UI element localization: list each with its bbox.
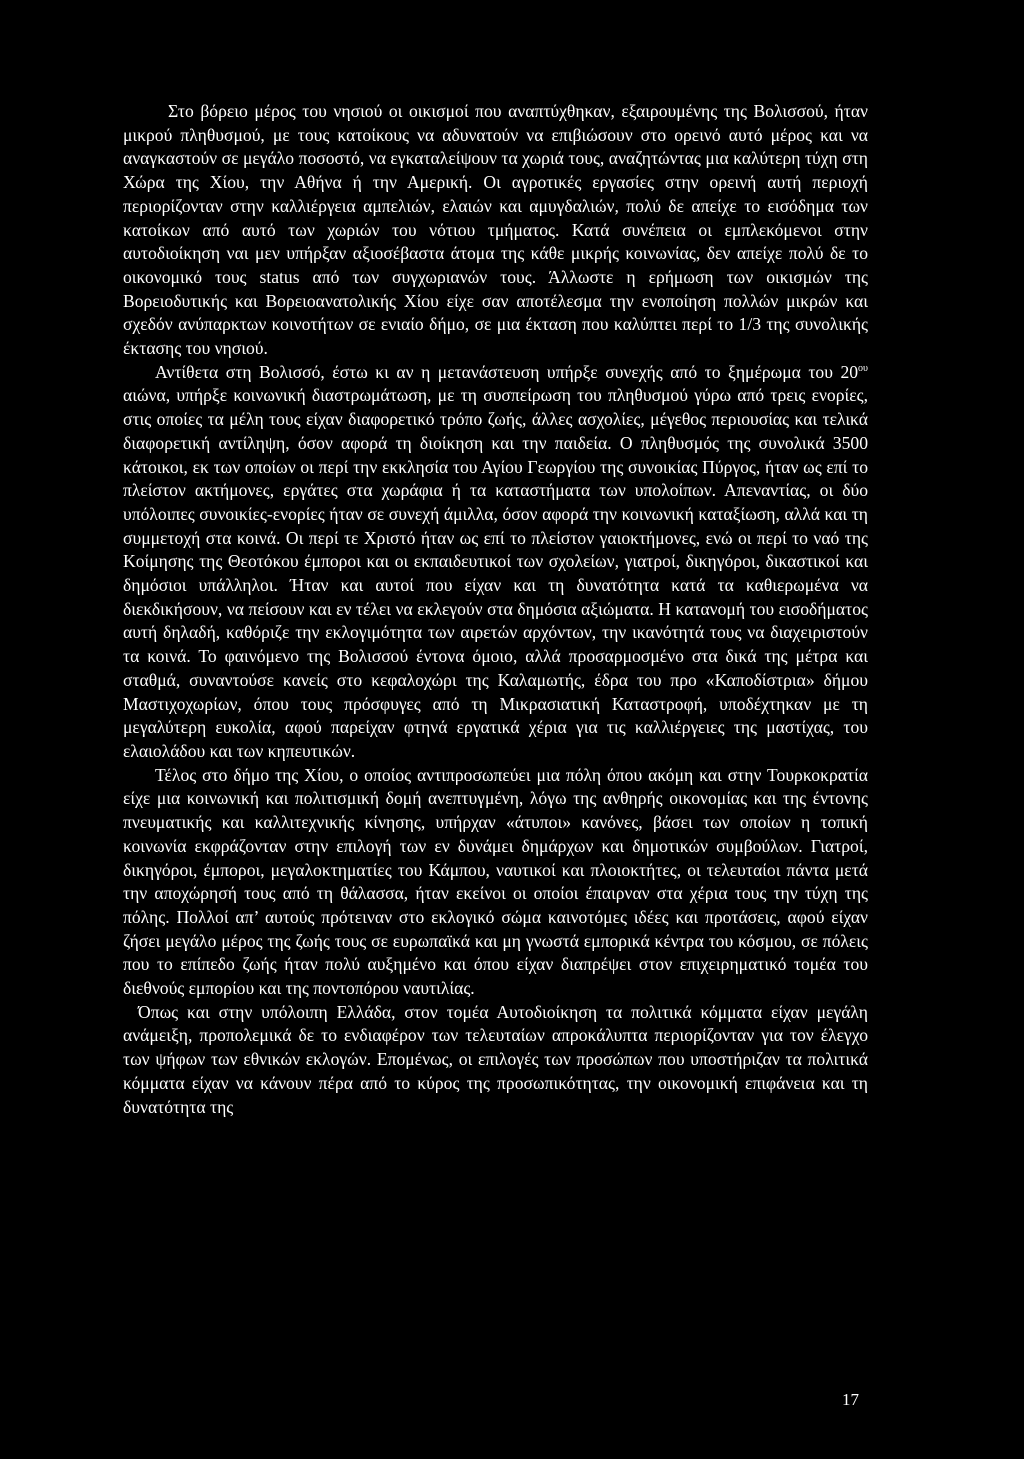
document-page: [123, 100, 868, 1119]
paragraph-chios-municipality: Τέλος στο δήμο της Χίου, ο οποίος αντιπροσωπεύει μια πόλη όπου ακόμη και στην Τουρκοκρατία είχε μια κοινωνική και πολιτισμική δομή ανεπτυγμένη, λόγω της ανθηρής οικονομίας και της έντονης πνευματικής και καλλιτεχνικής κίνησης, υπήρχαν «άτυποι» κανόνες, βάσει των οποίων η τοπική κοινωνία εκφράζονταν στην επιλογή των εν δυνάμει δημάρχων και δημοτικών συμβούλων. Γιατροί, δικηγόροι, έμποροι, μεγαλοκτηματίες του Κάμπου, ναυτικοί και πλοιοκτήτες, οι τελευταίοι πάντα μετά την αποχώρησή τους από τη θάλασσα, ήταν εκείνοι οι οποίοι έπαιρναν στα χέρια τους την τύχη της πόλης. Πολλοί απ’ αυτούς πρότειναν στο εκλογικό σώμα καινοτόμες ιδέες και προτάσεις, αφού είχαν ζήσει μεγάλο μέρος της ζωής τους σε ευρωπαϊκά και μη γνωστά εμπορικά κέντρα του κόσμου, σε πόλεις που το επίπεδο ζωής ήταν πολύ αυξημένο και όπου είχαν διαπρέψει στον επιχειρηματικό τομέα του διεθνούς εμπορίου και της ποντοπόρου ναυτιλίας.: [123, 764, 868, 999]
ordinal-superscript: ου: [858, 362, 868, 374]
volissos-text-start: Αντίθετα στη Βολισσό, έστω κι αν η μετανάστευση υπήρξε συνεχής από το ξημέρωμα του 20: [155, 361, 859, 382]
paragraph-northern-villages: Στο βόρειο μέρος του νησιού οι οικισμοί που αναπτύχθηκαν, εξαιρουμένης της Βολισσού, ήταν μικρού πληθυσμού, με τους κατοίκους να αδυνατούν να επιβιώσουν στο ορεινό αυτό μέρος και να αναγκαστούν σε μεγάλο ποσοστό, να εγκαταλείψουν τα χωριά τους, αναζητώντας μια καλύτερη τύχη στη Χώρα της Χίου, την Αθήνα ή την Αμερική. Οι αγροτικές εργασίες στην ορεινή αυτή περιοχή περιορίζονταν στην καλλιέργεια αμπελιών, ελαιών και αμυγδαλιών, πολύ δε απείχε το εισόδημα των κατοίκων από αυτό των χωριών του νότιου τμήματος. Κατά συνέπεια οι εμπλεκόμενοι στην αυτοδιοίκηση ναι μεν υπήρξαν αξιοσέβαστα άτομα της κάθε μικρής κοινωνίας, δεν απείχε πολύ δε το οικονομικό τους status από των συγχωριανών τους. Άλλωστε η ερήμωση των οικισμών της Βορειοδυτικής και Βορειοανατολικής Χίου είχε σαν αποτέλεσμα την ενοποίηση πολλών μικρών και σχεδόν ανύπαρκτων κοινοτήτων σε ενιαίο δήμο, σε μια έκταση που καλύπτει περί το 1/3 της συνολικής έκτασης του νησιού.: [123, 101, 868, 359]
paragraph-volissos: [123, 361, 868, 764]
volissos-text-end: αιώνα, υπήρξε κοινωνική διαστρωμάτωση, με τη συσπείρωση του πληθυσμού γύρω από τρεις ενορίες, στις οποίες τα μέλη τους είχαν διαφορετικό τρόπο ζωής, άλλες ασχολίες, μέγεθος περιουσίας και τελικά διαφορετική αντίληψη, όσον αφορά τη διοίκηση και την παιδεία. Ο πληθυσμός της συνολικά 3500 κάτοικοι, εκ των οποίων οι περί την εκκλησία του Αγίου Γεωργίου της συνοικίας Πύργος, ήταν ως επί το πλείστον ακτήμονες, εργάτες στα χωράφια ή τα καταστήματα των υπολοίπων. Απεναντίας, οι δύο υπόλοιπες συνοικίες-ενορίες ήταν σε συνεχή άμιλλα, όσον αφορά την κοινωνική καταξίωση, αλλά και τη συμμετοχή στα κοινά. Οι περί τε Χριστό ήταν ως επί το πλείστον γαιοκτήμονες, ενώ οι περί το ναό της Κοίμησης της Θεοτόκου έμποροι και οι εκπαιδευτικοί των σχολείων, γιατροί, δικηγόροι, δικαστικοί και δημόσιοι υπάλληλοι. Ήταν και αυτοί που είχαν και τη δυνατότητα κατά τα καθιερωμένα να διεκδικήσουν, να πείσουν και εν τέλει να εκλεγούν στα δημόσια αξιώματα. Η κατανομή του εισοδήματος αυτή δηλαδή, καθόριζε την εκλογιμότητα των αιρετών αρχόντων, την ικανότητά τους να διαχειριστούν τα κοινά. Το φαινόμενο της Βολισσού έντονα όμοιο, αλλά προσαρμοσμένο στα δικά της μέτρα και σταθμά, συναντούσε κανείς στο κεφαλοχώρι της Καλαμωτής, έδρα του προ «Καποδίστρια» δήμου Μαστιχοχωρίων, όπου τους πρόσφυγες από τη Μικρασιατική Καταστροφή, υποδέχτηκαν με τη μεγαλύτερη ευκολία, αφού παρείχαν φτηνά εργατικά χέρια για τις καλλιέργειες της μαστίχας, του ελαιολάδου και των κηπευτικών.: [123, 385, 868, 761]
paragraph-political-parties: Όπως και στην υπόλοιπη Ελλάδα, στον τομέα Αυτοδιοίκηση τα πολιτικά κόμματα είχαν μεγάλη ανάμειξη, προπολεμικά δε το ενδιαφέρον των τελευταίων απροκάλυπτα περιορίζονταν για τον έλεγχο των ψήφων των εθνικών εκλογών. Επομένως, οι επιλογές των προσώπων που υποστήριζαν τα πολιτικά κόμματα είχαν να κάνουν πέρα από το κύρος της προσωπικότητας, την οικονομική επιφάνεια και τη δυνατότητα της: [123, 1001, 868, 1117]
page-number: 17: [842, 1390, 859, 1409]
